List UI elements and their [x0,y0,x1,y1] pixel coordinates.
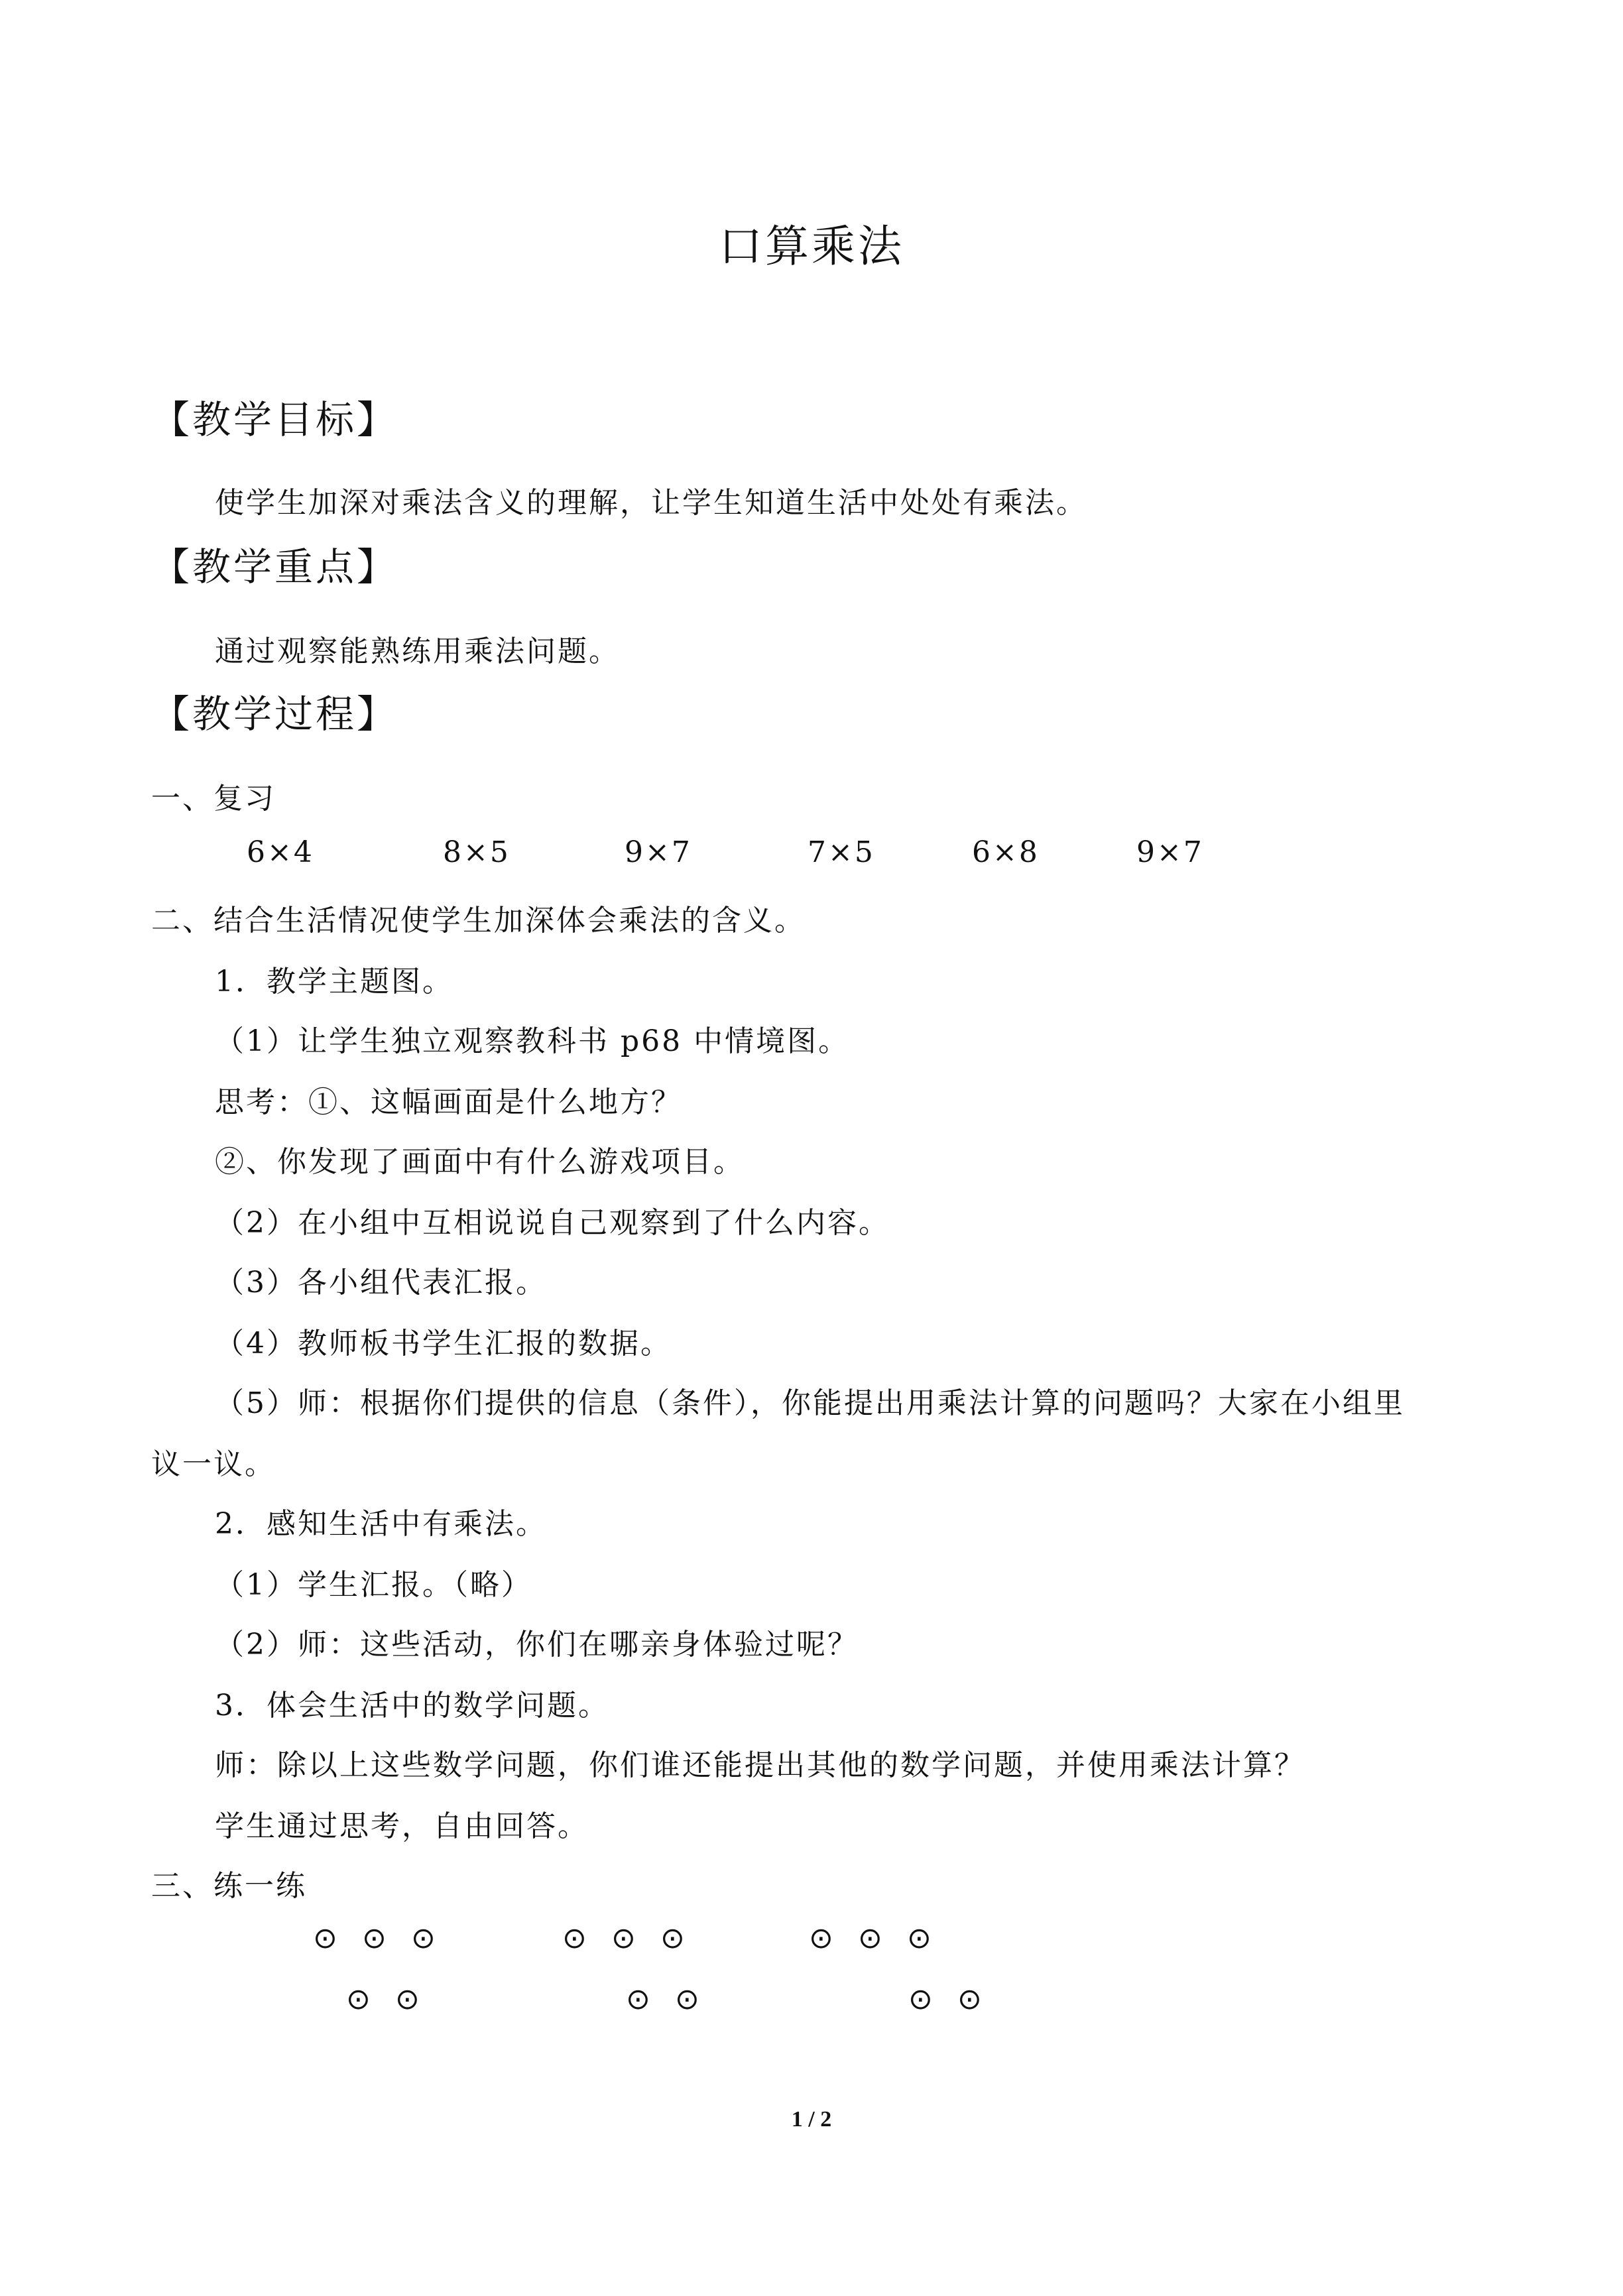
formula-item: 6×4 [247,835,314,869]
focus-heading: 【教学重点】 [151,544,398,589]
focus-text: 通过观察能熟练用乘法问题。 [215,634,620,668]
item-1-1: （1）让学生独立观察教科书 p68 中情境图。 [215,1024,850,1058]
think-2: ②、你发现了画面中有什么游戏项目。 [215,1145,745,1179]
dot-icon: ⊙ [626,1982,650,2016]
dot-icon: ⊙ [562,1921,587,1955]
think-1: 思考：①、这幅画面是什么地方？ [215,1085,682,1119]
item-1-5-cont: 议一议。 [151,1447,276,1481]
dot-icon: ⊙ [858,1921,882,1955]
dot-icon: ⊙ [346,1982,371,2016]
dot-icon: ⊙ [809,1921,833,1955]
page-title: 口算乘法 [719,221,904,272]
page-number: 1 / 2 [791,2107,832,2132]
item-1: 1．教学主题图。 [215,965,453,998]
item-1-4: （4）教师板书学生汇报的数据。 [215,1327,672,1360]
review-title: 一、复习 [151,782,276,816]
formula-item: 6×8 [972,835,1040,869]
formula-item: 8×5 [443,835,511,869]
item-1-2: （2）在小组中互相说说自己观察到了什么内容。 [215,1206,890,1240]
part2-title: 二、结合生活情况使学生加深体会乘法的含义。 [151,904,806,937]
process-heading: 【教学过程】 [151,692,398,737]
dot-icon: ⊙ [908,1982,933,2016]
formula-item: 9×7 [625,835,692,869]
dot-icon: ⊙ [660,1921,685,1955]
dot-icon: ⊙ [411,1921,436,1955]
formula-item: 9×7 [1136,835,1204,869]
item-2-1: （1）学生汇报。（略） [215,1568,532,1602]
dot-icon: ⊙ [611,1921,636,1955]
item-1-5: （5）师：根据你们提供的信息（条件），你能提出用乘法计算的问题吗？大家在小组里 [215,1386,1405,1420]
dot-icon: ⊙ [675,1982,699,2016]
dot-icon: ⊙ [907,1921,932,1955]
item-3-2: 学生通过思考，自由回答。 [215,1809,589,1843]
dot-icon: ⊙ [313,1921,337,1955]
item-1-3: （3）各小组代表汇报。 [215,1266,547,1299]
item-2: 2．感知生活中有乘法。 [215,1507,547,1541]
part3-title: 三、练一练 [151,1869,307,1903]
formula-item: 7×5 [808,835,875,869]
item-3: 3．体会生活中的数学问题。 [215,1689,609,1722]
item-3-1: 师：除以上这些数学问题，你们谁还能提出其他的数学问题，并使用乘法计算？ [215,1748,1305,1782]
item-2-2: （2）师：这些活动，你们在哪亲身体验过呢？ [215,1628,859,1662]
dot-icon: ⊙ [957,1982,982,2016]
dot-icon: ⊙ [395,1982,420,2016]
objective-text: 使学生加深对乘法含义的理解，让学生知道生活中处处有乘法。 [215,486,1087,520]
dot-icon: ⊙ [362,1921,387,1955]
objective-heading: 【教学目标】 [151,397,398,442]
